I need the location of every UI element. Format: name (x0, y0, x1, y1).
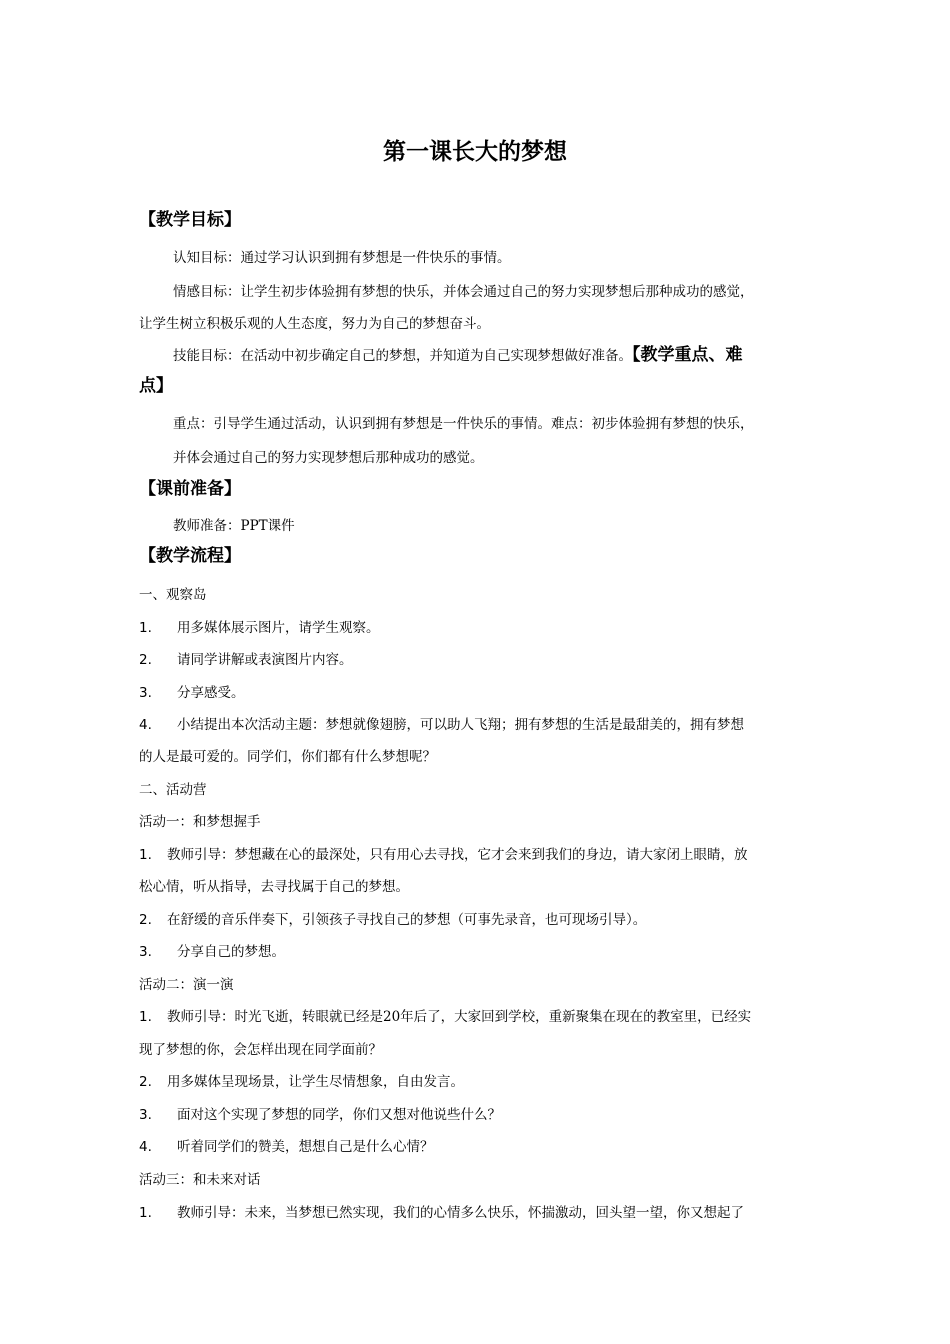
page-title: 第一课长大的梦想 (383, 139, 567, 165)
list-text: 教师引导：未来，当梦想已然实现，我们的心情多么快乐，怀揣激动，回头望一望，你又想起了 (177, 1205, 744, 1221)
list-number: 2. (139, 1074, 152, 1090)
list-number: 1. (139, 847, 152, 863)
goal-skill-line (173, 346, 743, 365)
list-item (139, 619, 380, 637)
part1-heading: 一、观察岛 (139, 587, 207, 603)
list-text: 听着同学们的赞美，想想自己是什么心情？ (177, 1139, 434, 1155)
section-heading-focus-part2: 点】 (139, 376, 173, 396)
list-item (139, 846, 748, 864)
list-text: 用多媒体呈现场景，让学生尽情想象，自由发言。 (167, 1074, 464, 1090)
list-text: 面对这个实现了梦想的同学，你们又想对他说些什么？ (177, 1107, 501, 1123)
list-item (139, 943, 285, 961)
goal-emotional-line2: 让学生树立积极乐观的人生态度，努力为自己的梦想奋斗。 (139, 316, 490, 332)
list-text: 用多媒体展示图片，请学生观察。 (177, 620, 380, 636)
section-heading-prep: 【课前准备】 (139, 479, 241, 499)
section-heading-focus-part1: 【教学重点、难 (632, 345, 743, 365)
list-item (139, 651, 353, 669)
list-item (139, 1073, 464, 1091)
list-number: 1. (139, 1009, 152, 1025)
list-item (139, 1106, 501, 1124)
list-item (139, 684, 245, 702)
focus-line2: 并体会通过自己的努力实现梦想后那种成功的感觉。 (173, 450, 484, 466)
list-text: 在舒缓的音乐伴奏下，引领孩子寻找自己的梦想（可事先录音，也可现场引导）。 (167, 912, 647, 928)
list-number: 1. (139, 620, 152, 636)
list-number: 1. (139, 1205, 152, 1221)
section-heading-goals: 【教学目标】 (139, 210, 241, 230)
activity2-heading: 活动二：演一演 (139, 977, 234, 993)
list-number: 3. (139, 944, 152, 960)
list-item (139, 1008, 751, 1026)
activity3-heading: 活动三：和未来对话 (139, 1172, 261, 1188)
list-text: 分享感受。 (177, 685, 245, 701)
section-heading-flow: 【教学流程】 (139, 546, 241, 566)
list-number: 4. (139, 717, 152, 733)
list-item (139, 1138, 434, 1156)
list-text: 分享自己的梦想。 (177, 944, 285, 960)
focus-line1: 重点：引导学生通过活动，认识到拥有梦想是一件快乐的事情。难点：初步体验拥有梦想的快乐， (173, 416, 754, 432)
list-number: 3. (139, 1107, 152, 1123)
list-item (139, 716, 744, 734)
list-item (139, 911, 646, 929)
goal-cognitive: 认知目标：通过学习认识到拥有梦想是一件快乐的事情。 (173, 250, 511, 266)
part2-heading: 二、活动营 (139, 782, 207, 798)
list-text: 请同学讲解或表演图片内容。 (177, 652, 353, 668)
list-text: 教师引导：时光飞逝，转眼就已经是20年后了，大家回到学校，重新聚集在现在的教室里，已经实 (167, 1009, 752, 1025)
activity1-heading: 活动一：和梦想握手 (139, 814, 261, 830)
list-number: 2. (139, 912, 152, 928)
prep-line: 教师准备：PPT课件 (173, 518, 295, 534)
list-item-continuation: 的人是最可爱的。同学们，你们都有什么梦想呢？ (139, 749, 436, 765)
list-item-continuation: 松心情，听从指导，去寻找属于自己的梦想。 (139, 879, 409, 895)
list-number: 4. (139, 1139, 152, 1155)
list-item (139, 1204, 744, 1222)
list-text: 小结提出本次活动主题：梦想就像翅膀，可以助人飞翔；拥有梦想的生活是最甜美的，拥有梦想 (177, 717, 744, 733)
list-item-continuation: 现了梦想的你，会怎样出现在同学面前？ (139, 1042, 382, 1058)
list-number: 3. (139, 685, 152, 701)
list-number: 2. (139, 652, 152, 668)
goal-skill: 技能目标：在活动中初步确定自己的梦想，并知道为自己实现梦想做好准备。 (173, 348, 632, 364)
goal-emotional-line1: 情感目标：让学生初步体验拥有梦想的快乐，并体会通过自己的努力实现梦想后那种成功的感觉， (173, 284, 754, 300)
list-text: 教师引导：梦想藏在心的最深处，只有用心去寻找，它才会来到我们的身边，请大家闭上眼睛，放 (167, 847, 748, 863)
